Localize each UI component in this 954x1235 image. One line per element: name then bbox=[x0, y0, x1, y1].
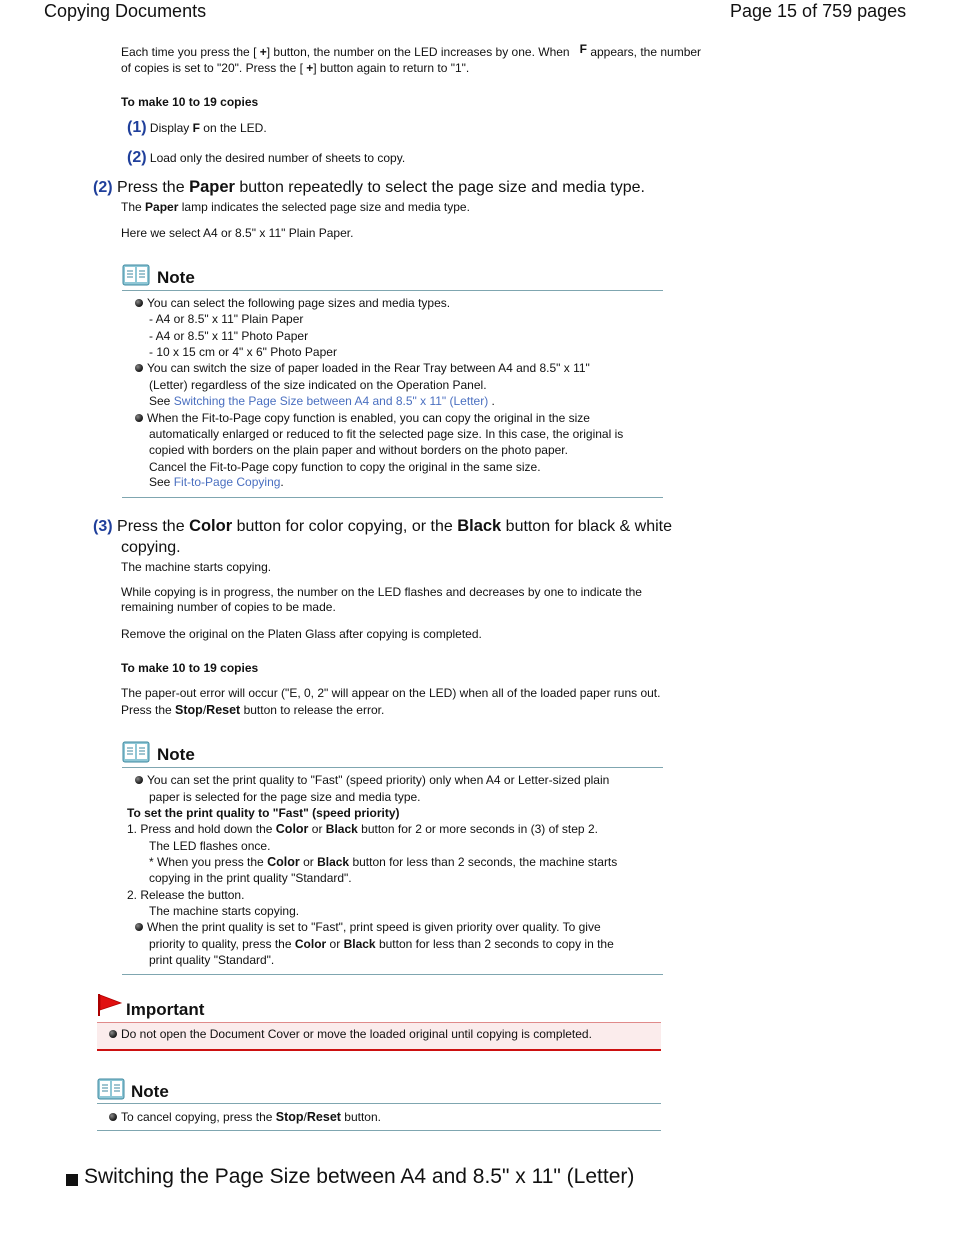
note-2-bullet-2: When the print quality is set to "Fast", print speed is given priority over quality. To give bbox=[135, 919, 601, 935]
link-fit-to-page-copying[interactable]: Fit-to-Page Copying bbox=[173, 475, 281, 489]
fast-quality-heading: To set the print quality to "Fast" (speed priority) bbox=[127, 806, 400, 820]
color-button-label: Color bbox=[189, 517, 233, 535]
note-2-title: Note bbox=[157, 745, 195, 764]
note-1-bullet-3: When the Fit-to-Page copy function is enabled, you can copy the original in the size bbox=[135, 410, 590, 426]
step-3-desc-3: Remove the original on the Platen Glass after copying is completed. bbox=[121, 627, 482, 641]
note-book-icon bbox=[97, 1078, 125, 1105]
paper-out-error-text: The paper-out error will occur ("E, 0, 2" will appear on the LED) when all of the loaded paper runs out. bbox=[121, 686, 661, 700]
bullet-icon bbox=[109, 1113, 117, 1121]
stop-reset-instruction: Press the Stop/Reset button to release the error. bbox=[121, 703, 385, 717]
important-title: Important bbox=[126, 1000, 205, 1019]
step-3-heading: (3) Press the Color button for color copying, or the Black button for black & white bbox=[93, 517, 672, 535]
note-1-bullet-3-see: See Fit-to-Page Copying. bbox=[149, 475, 284, 489]
step-3-desc-2-cont: remaining number of copies to be made. bbox=[121, 600, 336, 614]
bullet-icon bbox=[135, 299, 143, 307]
note-1-bullet-2-line-2: (Letter) regardless of the size indicated on the Operation Panel. bbox=[149, 378, 487, 392]
note-book-icon bbox=[122, 264, 150, 291]
important-flag-icon bbox=[97, 993, 123, 1022]
bullet-icon bbox=[135, 414, 143, 422]
make-10-19-substep-1: (1) Display F on the LED. bbox=[127, 119, 267, 136]
intro-line-1: Each time you press the [ +] button, the number on the LED increases by one. When F appears, the number bbox=[121, 42, 702, 59]
fast-quality-step-2-result: The machine starts copying. bbox=[149, 904, 300, 918]
note-1-item-4x6: - 10 x 15 cm or 4" x 6" Photo Paper bbox=[149, 345, 337, 359]
bullet-icon bbox=[135, 776, 143, 784]
step-2-heading: (2) Press the Paper button repeatedly to select the page size and media type. bbox=[93, 178, 645, 196]
make-10-19-substep-2: (2) Load only the desired number of sheets to copy. bbox=[127, 149, 406, 166]
note-2-bullet-1: You can set the print quality to "Fast" (speed priority) only when A4 or Letter-sized plain bbox=[135, 772, 609, 788]
note-3-title: Note bbox=[131, 1082, 169, 1101]
note-3-bullet-1: To cancel copying, press the Stop/Reset button. bbox=[109, 1109, 381, 1125]
step-2-desc-1: The Paper lamp indicates the selected page size and media type. bbox=[121, 200, 470, 214]
make-10-19-heading: To make 10 to 19 copies bbox=[121, 95, 259, 109]
note-1-title: Note bbox=[157, 268, 195, 287]
note-2-bottom-rule bbox=[122, 974, 663, 975]
bullet-icon bbox=[109, 1030, 117, 1038]
note-1-item-plain: - A4 or 8.5" x 11" Plain Paper bbox=[149, 312, 304, 326]
black-button-label: Black bbox=[457, 517, 502, 535]
fast-quality-step-2: 2. Release the button. bbox=[127, 888, 245, 902]
page-counter: Page 15 of 759 pages bbox=[730, 1, 907, 21]
make-10-19-heading-2: To make 10 to 19 copies bbox=[121, 661, 259, 675]
note-1-bottom-rule bbox=[122, 497, 663, 498]
fast-quality-step-1-result: The LED flashes once. bbox=[149, 839, 271, 853]
step-3-desc-2: While copying is in progress, the number on the LED flashes and decreases by one to indicate the bbox=[121, 585, 642, 599]
fast-quality-step-1-remark: * When you press the Color or Black button for less than 2 seconds, the machine starts bbox=[149, 855, 618, 869]
bullet-icon bbox=[135, 364, 143, 372]
note-book-icon bbox=[122, 741, 150, 768]
note-1-bullet-2: You can switch the size of paper loaded in the Rear Tray between A4 and 8.5" x 11" bbox=[135, 360, 590, 376]
section-heading: Switching the Page Size between A4 and 8.5" x 11" (Letter) bbox=[84, 1165, 635, 1188]
note-2-top-rule bbox=[122, 767, 663, 768]
important-bullet-1: Do not open the Document Cover or move the loaded original until copying is completed. bbox=[109, 1026, 592, 1042]
note-2-bullet-2-cont: priority to quality, press the Color or Black button for less than 2 seconds to copy in the bbox=[149, 937, 614, 951]
note-1-bullet-2-see: See Switching the Page Size between A4 and 8.5" x 11" (Letter) . bbox=[149, 394, 495, 408]
note-1-bullet-3-line-2: automatically enlarged or reduced to fit the selected page size. In this case, the original is bbox=[149, 427, 624, 441]
note-2-bullet-1-cont: paper is selected for the page size and media type. bbox=[149, 790, 421, 804]
note-1-bullet-1: You can select the following page sizes and media types. bbox=[135, 295, 450, 311]
note-1-bullet-3-line-3: copied with borders on the plain paper and without borders on the photo paper. bbox=[149, 443, 568, 457]
step-2-desc-2: Here we select A4 or 8.5" x 11" Plain Paper. bbox=[121, 226, 354, 240]
note-3-top-rule bbox=[97, 1103, 661, 1104]
note-2-bullet-2-end: print quality "Standard". bbox=[149, 953, 275, 967]
section-square-bullet bbox=[66, 1173, 78, 1191]
page-header-title: Copying Documents bbox=[44, 1, 207, 21]
step-3-desc-1: The machine starts copying. bbox=[121, 560, 272, 574]
note-1-item-photo: - A4 or 8.5" x 11" Photo Paper bbox=[149, 329, 309, 343]
note-1-top-rule bbox=[122, 290, 663, 291]
step-3-heading-cont: copying. bbox=[121, 539, 181, 556]
intro-line-2: of copies is set to "20". Press the [ +] button again to return to "1". bbox=[121, 61, 470, 75]
bullet-icon bbox=[135, 923, 143, 931]
fast-quality-step-1-remark-cont: copying in the print quality "Standard". bbox=[149, 871, 352, 885]
note-3-bottom-rule bbox=[97, 1130, 661, 1131]
link-switching-page-size[interactable]: Switching the Page Size between A4 and 8.5" x 11" (Letter) bbox=[173, 394, 489, 408]
fast-quality-step-1: 1. Press and hold down the Color or Black button for 2 or more seconds in (3) of step 2. bbox=[127, 822, 598, 836]
note-1-bullet-3-line-4: Cancel the Fit-to-Page copy function to copy the original in the same size. bbox=[149, 460, 541, 474]
paper-button-label: Paper bbox=[189, 178, 235, 196]
